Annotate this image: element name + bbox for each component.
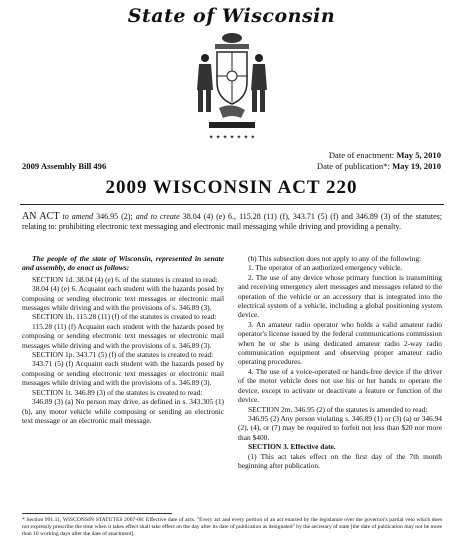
- right-paragraph: 4. The use of a voice-operated or hands-free device if the driver of the motor vehicle does not use his or her hands to operate the device, except to activate or deactivate a feature or function of the device.: [238, 366, 442, 405]
- left-paragraph: SECTION 1t. 346.89 (3) of the statutes is created to read:: [32, 387, 203, 397]
- dates-block: [317, 150, 441, 172]
- publication-date: May 19, 2010: [392, 161, 441, 171]
- left-paragraph: 346.89 (3) (a) No person may drive, as defined in s. 343.305 (1) (b), any motor vehicle while composing or sending an electronic text message or an electronic mail message.: [22, 397, 224, 425]
- title-divider: [20, 204, 444, 205]
- bill-number: 2009 Assembly Bill 496: [22, 161, 107, 171]
- act-title: 2009 WISCONSIN ACT 220: [105, 177, 358, 198]
- right-paragraph: (1) This act takes effect on the first day of the 7th month beginning after publication.: [238, 451, 442, 470]
- left-paragraph: 343.71 (5) (f) Acquaint each student with the hazards posed by composing or sending electronic text messages or electronic mail messages while driving and with the provisions of s. 346.89 (3).: [22, 359, 224, 388]
- an-act-label: AN ACT: [22, 211, 60, 222]
- intro-text-1: to amend: [59, 212, 97, 221]
- left-paragraph: SECTION 1p. 343.71 (5) (f) of the statutes is created to read:: [32, 350, 214, 360]
- right-paragraph: 3. An amateur radio operator who holds a valid amateur radio operator's license issued by the federal communications commission when he or she is using dedicated amateur radio 2-way radio communication equipment and observing proper amateur radio operating procedures.: [238, 319, 442, 367]
- right-paragraph: 2. The use of any device whose primary function is transmitting and receiving emergency alert messages and messages related to the operation of the vehicle or an accessory that is integrated into the electrical system of a vehicle, including a global positioning system device.: [238, 272, 442, 320]
- intro-text-3: statutes; relating to: prohibiting electronic text messaging and electronic mail messaging while driving and providing a penalty.: [22, 212, 442, 232]
- create-cite: 38.04 (4) (e) 6., 115.28 (11) (f), 343.71 (5) (f) and 346.89 (3) of the: [182, 212, 413, 221]
- right-paragraph: (b) This subsection does not apply to any of the following:: [248, 254, 422, 263]
- right-paragraph: SECTION 2m. 346.95 (2) of the statutes is amended to read:: [248, 404, 428, 414]
- act-intro: [22, 212, 442, 232]
- state-title: State of Wisconsin: [127, 5, 336, 27]
- left-column: [22, 254, 224, 425]
- publication-label: Date of publication*:: [316, 161, 390, 171]
- left-paragraph: 115.28 (11) (f) Acquaint each student with the hazards posed by composing or sending electronic text messages or electronic mail messages while driving and with the provisions of s. 346.89 (3).: [22, 321, 224, 350]
- intro-text-2: and to create: [132, 212, 183, 221]
- left-paragraph: 38.04 (4) (e) 6. Acquaint each student with the hazards posed by composing or sending electronic text messages or electronic mail messages while driving and with the provisions of s. 346.89 (3).: [22, 284, 224, 313]
- amend-cite: 346.95 (2);: [96, 212, 133, 221]
- right-paragraph: SECTION 3. Effective date.: [248, 442, 336, 452]
- enacting-clause: The people of the state of Wisconsin, represented in senate and assembly, do enact as follows:: [22, 254, 224, 273]
- right-column: [238, 254, 442, 470]
- svg-text:✦ ✦ ✦ ✦ ✦ ✦ ✦: ✦ ✦ ✦ ✦ ✦ ✦ ✦: [208, 134, 256, 141]
- enactment-date: May 5, 2010: [396, 150, 441, 160]
- footnote: * Section 991.11, WISCONSIN STATUTES 2007-08: Effective date of acts. "Every act and every portion of an act enacted by the legislature over the governor's partial veto which does not expressly prescribe the time when it takes effect shall take effect on the day after its date of publication as designated" by the secretary of state [the date of publication may not be more than 10 working days after the date of enactment].: [22, 517, 442, 537]
- footnote-divider: [22, 513, 172, 514]
- left-paragraph: SECTION 1h. 115.28 (11) (f) of the statutes is created to read:: [32, 312, 217, 322]
- state-seal-icon: [187, 30, 277, 148]
- enactment-label: Date of enactment:: [328, 150, 395, 160]
- right-paragraph: 1. The operator of an authorized emergency vehicle.: [248, 263, 403, 273]
- left-paragraph: SECTION 1d. 38.04 (4) (e) 6. of the statutes is created to read:: [32, 274, 218, 284]
- right-paragraph: 346.95 (2) Any person violating s. 346.89 (1) or (3) (a) or 346.94 (2), (4), or (7) may be required to forfeit not less than $20 nor more than $400.: [238, 413, 442, 442]
